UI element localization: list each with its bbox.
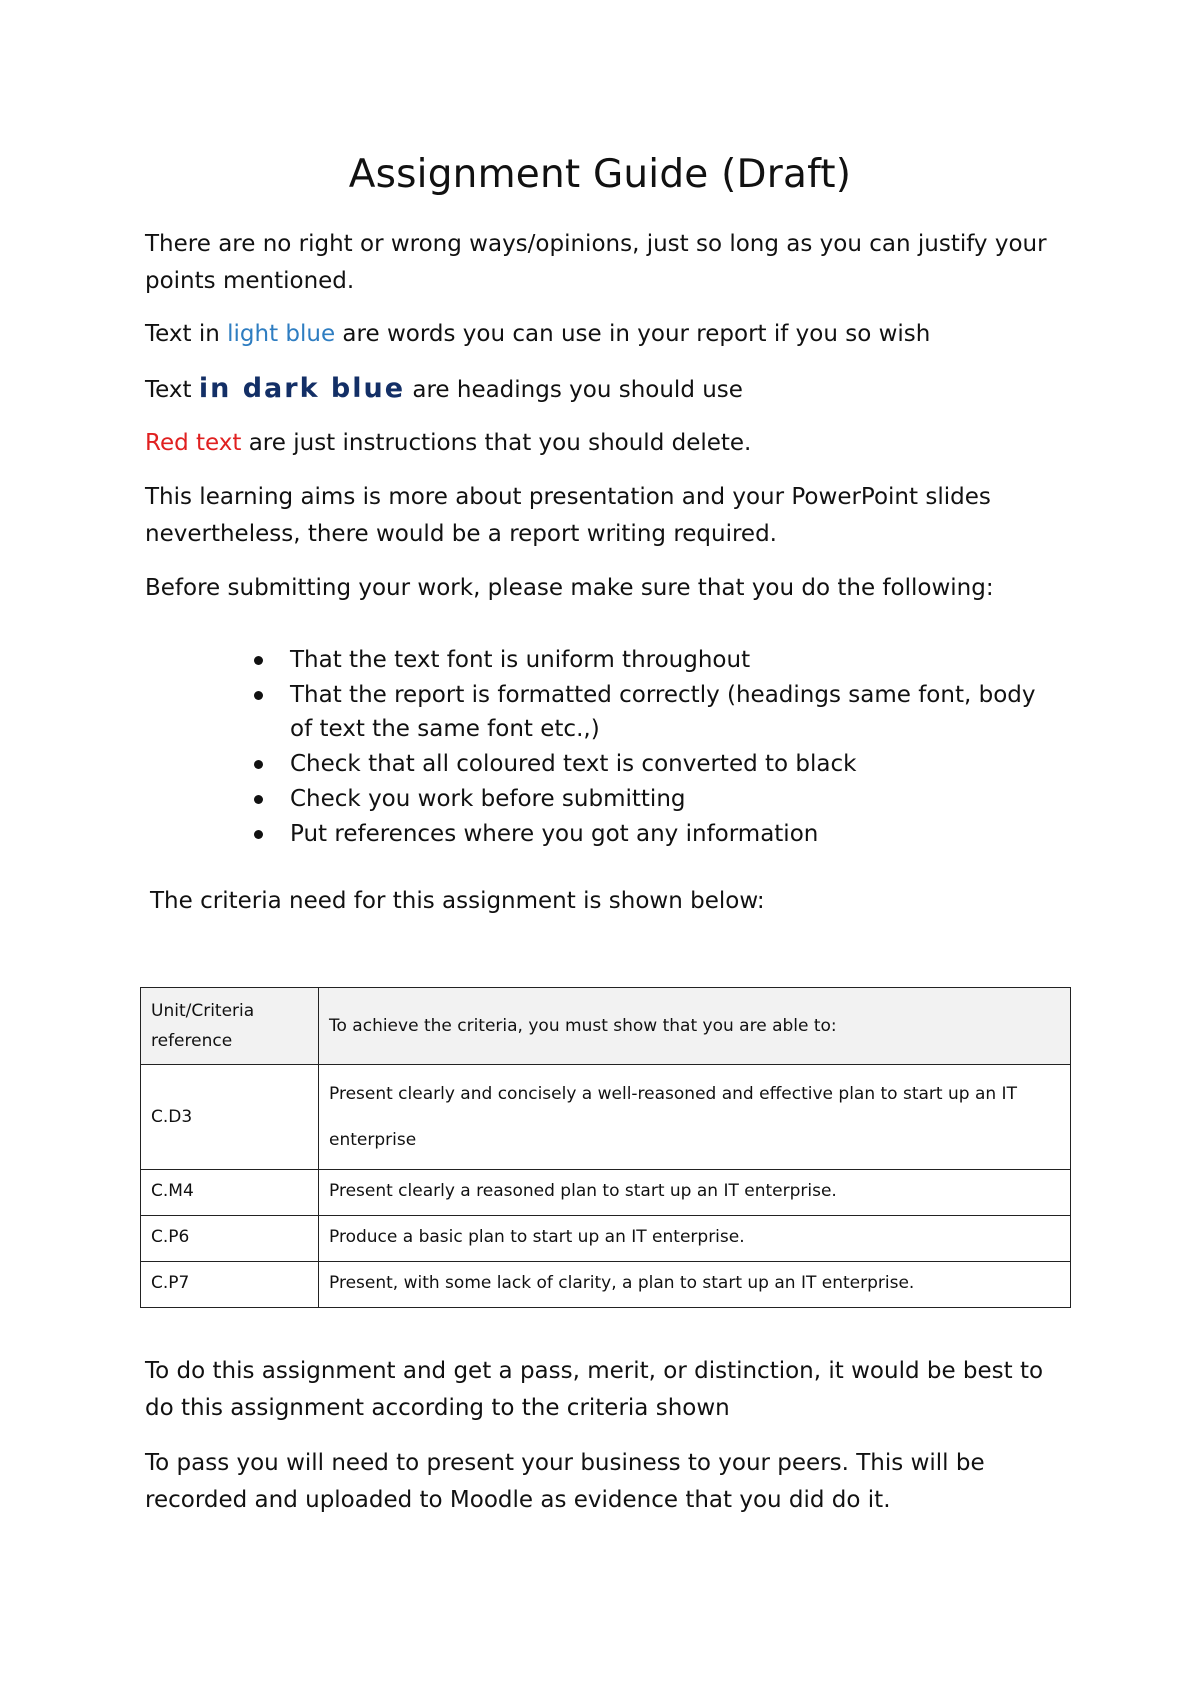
criteria-ref: C.P7 [141,1262,319,1308]
legend-dark-blue-suffix: are headings you should use [405,377,743,403]
bullet-icon [254,795,263,804]
checklist-item: That the report is formatted correctly (headings same font, body of text the same font etc.,) [250,678,1060,746]
criteria-ref: C.P6 [141,1216,319,1262]
table-row [141,1170,1071,1216]
legend-dark-blue [145,370,1065,409]
table-row [141,1216,1071,1262]
legend-red-suffix: are just instructions that you should delete. [241,430,752,456]
table-header-ref: Unit/Criteria reference [141,988,319,1065]
legend-dark-blue-sample: in dark blue [198,373,406,404]
checklist-item: That the text font is uniform throughout [250,643,1060,677]
table-header-desc: To achieve the criteria, you must show that you are able to: [319,988,1071,1065]
bullet-icon [254,830,263,839]
legend-light-blue-suffix: are words you can use in your report if you so wish [335,321,931,347]
checklist-item: Check that all coloured text is converted to black [250,747,1060,781]
criteria-text: Present clearly a reasoned plan to start up an IT enterprise. [319,1170,1071,1216]
legend-red-sample: Red text [145,430,242,456]
closing-paragraph-1: To do this assignment and get a pass, merit, or distinction, it would be best to do this assignment according to the criteria shown [145,1358,1044,1421]
legend-light-blue [145,316,1065,353]
intro-paragraph: There are no right or wrong ways/opinions, just so long as you can justify your points mentioned. [145,231,1047,294]
criteria-ref: C.M4 [141,1170,319,1216]
legend-dark-blue-prefix: Text [145,377,199,403]
criteria-text: Present, with some lack of clarity, a plan to start up an IT enterprise. [319,1262,1071,1308]
bullet-icon [254,691,263,700]
criteria-text: Produce a basic plan to start up an IT enterprise. [319,1216,1071,1262]
table-row [141,1065,1071,1170]
closing-paragraph-2: To pass you will need to present your business to your peers. This will be recorded and uploaded to Moodle as evidence that you did do it. [145,1450,985,1513]
checklist-item: Put references where you got any information [250,817,1060,851]
submission-checklist [250,643,1060,852]
before-submitting-paragraph: Before submitting your work, please make sure that you do the following: [145,575,994,601]
criteria-ref: C.D3 [141,1065,319,1170]
page-title: Assignment Guide (Draft) [348,152,852,197]
criteria-table [140,987,1071,1308]
legend-red [145,425,1065,462]
legend-light-blue-prefix: Text in [145,321,228,347]
table-header-row [141,988,1071,1065]
table-row [141,1262,1071,1308]
bullet-icon [254,760,263,769]
checklist-item: Check you work before submitting [250,782,1060,816]
learning-aims-paragraph: This learning aims is more about presentation and your PowerPoint slides nevertheless, there would be a report writing required. [145,484,991,547]
criteria-intro: The criteria need for this assignment is shown below: [150,888,765,914]
bullet-icon [254,656,263,665]
legend-light-blue-sample: light blue [227,321,336,347]
criteria-text: Present clearly and concisely a well-reasoned and effective plan to start up an IT enterprise [319,1065,1071,1170]
